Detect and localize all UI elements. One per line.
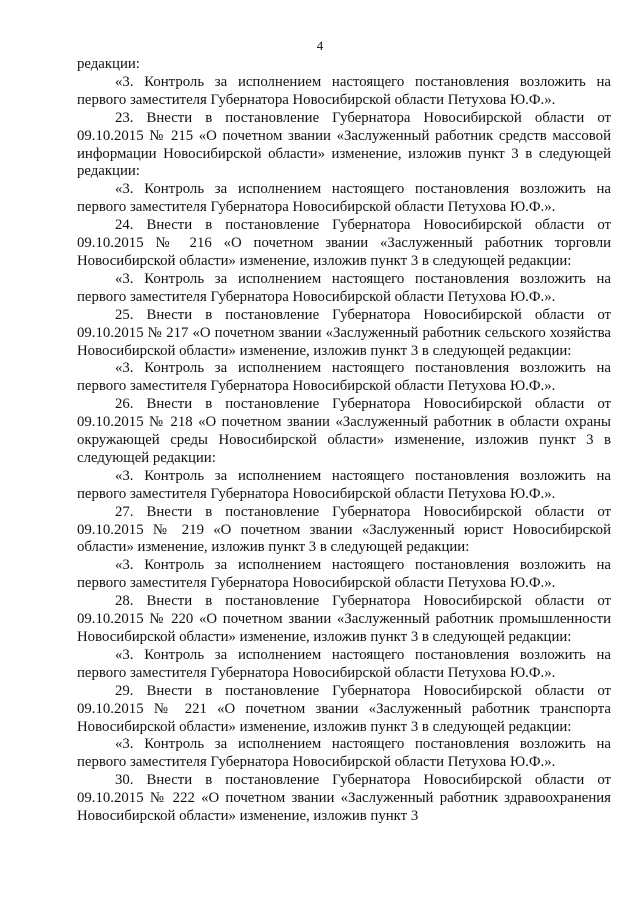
paragraph-quoted-clause: «3. Контроль за исполнением настоящего постановления возложить на первого заместителя Губернатора Новосибирской области Петухова Ю.Ф.». [77, 557, 611, 592]
paragraph-item-30: 30. Внести в постановление Губернатора Новосибирской области от 09.10.2015 № 222 «О почетном звании «Заслуженный работник здравоохранения Новосибирской области» изменение, изложив пункт 3 [77, 772, 611, 825]
paragraph-continuation: редакции: [77, 56, 140, 72]
paragraph-quoted-clause: «3. Контроль за исполнением настоящего постановления возложить на первого заместителя Губернатора Новосибирской области Петухова Ю.Ф.». [77, 73, 611, 108]
paragraph-item-29: 29. Внести в постановление Губернатора Новосибирской области от 09.10.2015 № 221 «О почетном звании «Заслуженный работник транспорта Новосибирской области» изменение, изложив пункт 3 в следующей редакции: [77, 682, 611, 735]
paragraph-item-26: 26. Внести в постановление Губернатора Новосибирской области от 09.10.2015 № 218 «О почетном звании «Заслуженный работник в области охраны окружающей среды Новосибирской области» изменение, изложив пункт 3 в следующей редакции: [77, 396, 611, 466]
page-number: 4 [316, 38, 324, 53]
paragraph-quoted-clause: «3. Контроль за исполнением настоящего постановления возложить на первого заместителя Губернатора Новосибирской области Петухова Ю.Ф.». [77, 467, 611, 502]
paragraph-item-25: 25. Внести в постановление Губернатора Новосибирской области от 09.10.2015 № 217 «О почетном звании «Заслуженный работник сельского хозяйства Новосибирской области» изменение, изложив пункт 3 в следующей редакции: [77, 306, 611, 359]
paragraph-quoted-clause: «3. Контроль за исполнением настоящего постановления возложить на первого заместителя Губернатора Новосибирской области Петухова Ю.Ф.». [77, 181, 611, 216]
paragraph-quoted-clause: «3. Контроль за исполнением настоящего постановления возложить на первого заместителя Губернатора Новосибирской области Петухова Ю.Ф.». [77, 736, 611, 771]
paragraph-item-24: 24. Внести в постановление Губернатора Новосибирской области от 09.10.2015 № 216 «О почетном звании «Заслуженный работник торговли Новосибирской области» изменение, изложив пункт 3 в следующей редакции: [77, 217, 611, 269]
document-body [77, 56, 611, 826]
paragraph-quoted-clause: «3. Контроль за исполнением настоящего постановления возложить на первого заместителя Губернатора Новосибирской области Петухова Ю.Ф.». [77, 646, 611, 681]
paragraph-item-28: 28. Внести в постановление Губернатора Новосибирской области от 09.10.2015 № 220 «О почетном звании «Заслуженный работник промышленности Новосибирской области» изменение, изложив пункт 3 в следующей редакции: [77, 593, 611, 645]
paragraph-item-23: 23. Внести в постановление Губернатора Новосибирской области от 09.10.2015 № 215 «О почетном звании «Заслуженный работник средств массовой информации Новосибирской области» изменение, изложив пункт 3 в следующей редакции: [77, 109, 611, 180]
paragraph-item-27: 27. Внести в постановление Губернатора Новосибирской области от 09.10.2015 № 219 «О почетном звании «Заслуженный юрист Новосибирской области» изменение, изложив пункт 3 в следующей редакции: [77, 503, 611, 556]
paragraph-quoted-clause: «3. Контроль за исполнением настоящего постановления возложить на первого заместителя Губернатора Новосибирской области Петухова Ю.Ф.». [77, 360, 611, 395]
paragraph-quoted-clause: «3. Контроль за исполнением настоящего постановления возложить на первого заместителя Губернатора Новосибирской области Петухова Ю.Ф.». [77, 270, 611, 305]
